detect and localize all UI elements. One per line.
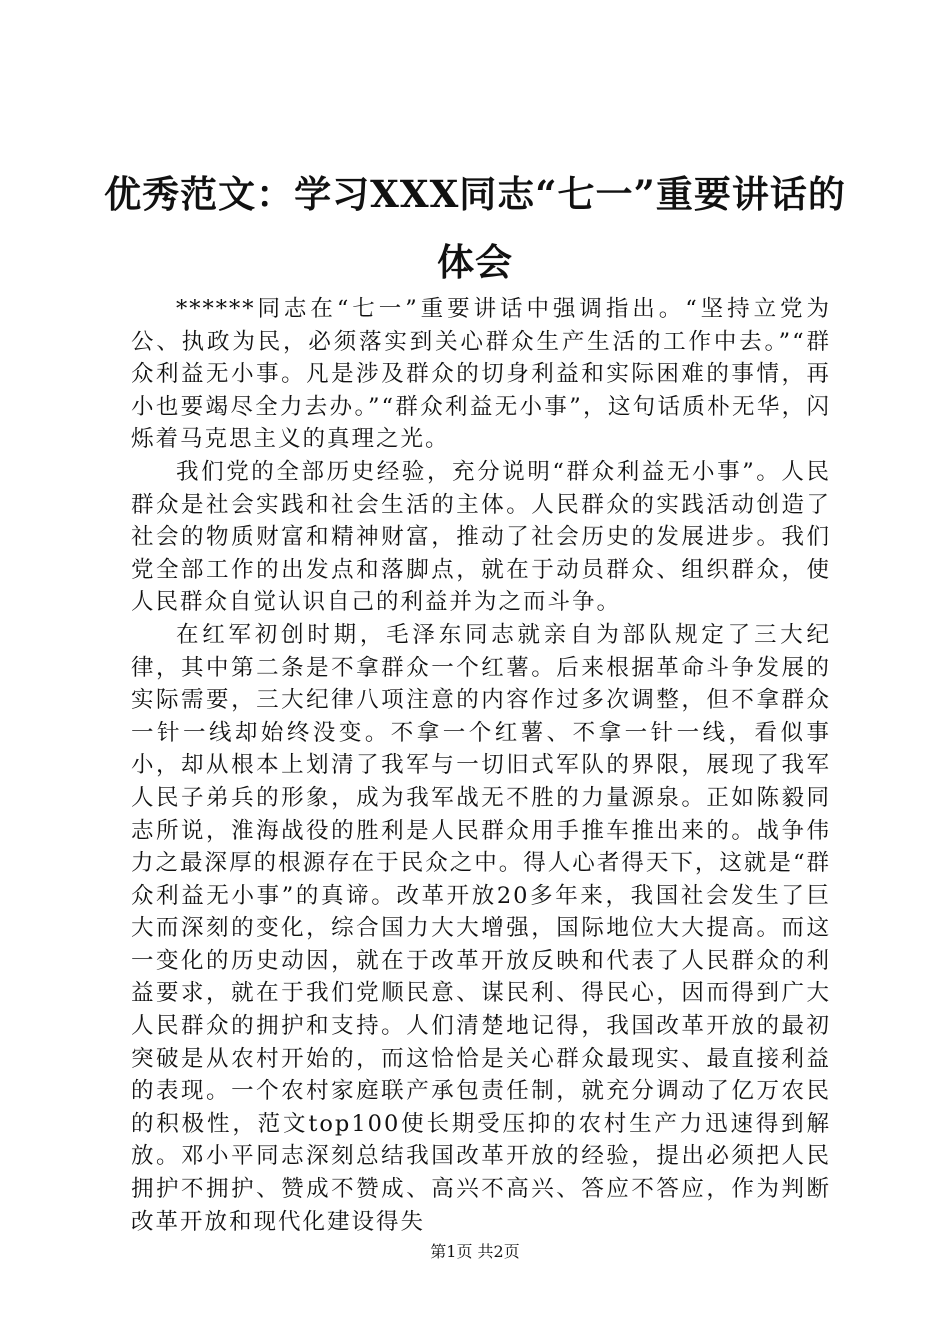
- page-footer: 第1页 共2页: [430, 1242, 520, 1261]
- document-title: 优秀范文：学习XXX同志“七一”重要讲话的体会: [104, 172, 846, 284]
- document-body: [131, 293, 831, 1238]
- paragraph: 在红军初创时期，毛泽东同志就亲自为部队规定了三大纪律，其中第二条是不拿群众一个红薯。后来根据革命斗争发展的实际需要，三大纪律八项注意的内容作过多次调整，但不拿群众一针一线却始终没变。不拿一个红薯、不拿一针一线，看似事小，却从根本上划清了我军与一切旧式军队的界限，展现了我军人民子弟兵的形象，成为我军战无不胜的力量源泉。正如陈毅同志所说，淮海战役的胜利是人民群众用手推车推出来的。战争伟力之最深厚的根源存在于民众之中。得人心者得天下，这就是“群众利益无小事”的真谛。改革开放20多年来，我国社会发生了巨大而深刻的变化，综合国力大大增强，国际地位大大提高。而这一变化的历史动因，就在于改革开放反映和代表了人民群众的利益要求，就在于我们党顺民意、谋民利、得民心，因而得到广大人民群众的拥护和支持。人们清楚地记得，我国改革开放的最初突破是从农村开始的，而这恰恰是关心群众最现实、最直接利益的表现。一个农村家庭联产承包责任制，就充分调动了亿万农民的积极性，范文top100使长期受压抑的农村生产力迅速得到解放。邓小平同志深刻总结我国改革开放的经验，提出必须把人民拥护不拥护、赞成不赞成、高兴不高兴、答应不答应，作为判断改革开放和现代化建设得失: [131, 621, 831, 1235]
- paragraph: 我们党的全部历史经验，充分说明“群众利益无小事”。人民群众是社会实践和社会生活的主体。人民群众的实践活动创造了社会的物质财富和精神财富，推动了社会历史的发展进步。我们党全部工作的出发点和落脚点，就在于动员群众、组织群众，使人民群众自觉认识自己的利益并为之而斗争。: [131, 458, 831, 616]
- paragraph: ******同志在“七一”重要讲话中强调指出。“坚持立党为公、执政为民，必须落实到关心群众生产生活的工作中去。”“群众利益无小事。凡是涉及群众的切身利益和实际困难的事情，再小也要竭尽全力去办。”“群众利益无小事”，这句话质朴无华，闪烁着马克思主义的真理之光。: [131, 296, 831, 453]
